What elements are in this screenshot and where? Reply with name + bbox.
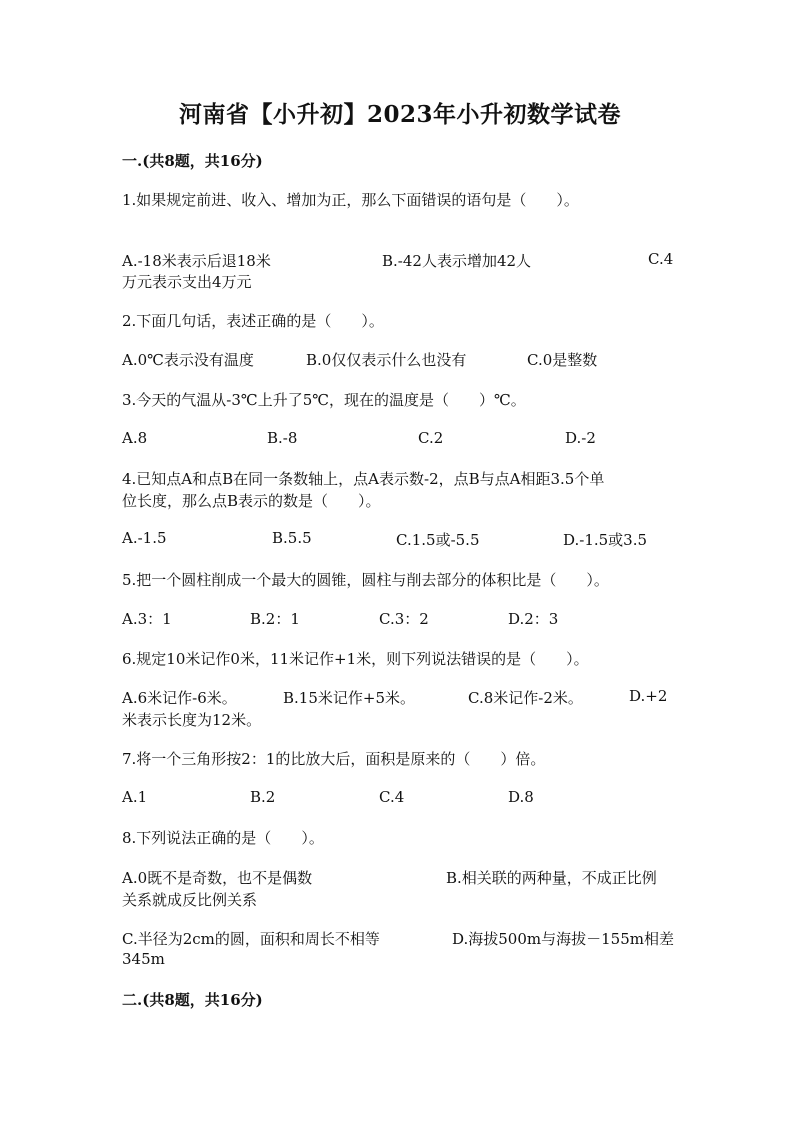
question-6-option-d-continued: 米表示长度为12米。	[122, 711, 262, 729]
question-2-option-c: C.0是整数	[527, 351, 598, 369]
question-8-option-d-continued: 345m	[122, 950, 165, 968]
question-1-stem: 1.如果规定前进、收入、增加为正，那么下面错误的语句是（ ）。	[122, 191, 579, 209]
question-5-option-b: B.2：1	[250, 610, 300, 628]
section-heading-1: 一.(共8题，共16分)	[122, 152, 263, 170]
question-8-option-c: C.半径为2cm的圆，面积和周长不相等	[122, 930, 380, 948]
question-4-stem-line-1: 4.已知点A和点B在同一条数轴上，点A表示数-2，点B与点A相距3.5个单	[122, 470, 605, 488]
question-6-option-d: D.+2	[629, 687, 668, 705]
question-5-stem: 5.把一个圆柱削成一个最大的圆锥，圆柱与削去部分的体积比是（ ）。	[122, 571, 609, 589]
question-1-option-a: A.-18米表示后退18米	[122, 252, 271, 270]
question-2-option-a: A.0℃表示没有温度	[122, 351, 254, 369]
question-4-option-b: B.5.5	[272, 529, 312, 547]
question-6-option-c: C.8米记作-2米。	[468, 689, 583, 707]
question-2-option-b: B.0仅仅表示什么也没有	[306, 351, 467, 369]
question-3-option-c: C.2	[418, 429, 444, 447]
question-3-stem: 3.今天的气温从-3℃上升了5℃，现在的温度是（ ）℃。	[122, 391, 526, 409]
question-7-option-d: D.8	[508, 788, 534, 806]
question-7-option-b: B.2	[250, 788, 276, 806]
question-8-option-b: B.相关联的两种量，不成正比例	[446, 869, 657, 887]
question-6-option-a: A.6米记作-6米。	[122, 689, 237, 707]
question-5-option-a: A.3：1	[122, 610, 172, 628]
section-heading-2: 二.(共8题，共16分)	[122, 991, 263, 1009]
question-1-option-c-continued: 万元表示支出4万元	[122, 273, 252, 291]
question-5-option-d: D.2：3	[508, 610, 559, 628]
question-6-option-b: B.15米记作+5米。	[283, 689, 415, 707]
question-5-option-c: C.3：2	[379, 610, 429, 628]
question-7-stem: 7.将一个三角形按2：1的比放大后，面积是原来的（ ）倍。	[122, 750, 546, 768]
question-1-option-c: C.4	[648, 250, 674, 268]
question-3-option-d: D.-2	[565, 429, 596, 447]
question-7-option-c: C.4	[379, 788, 405, 806]
question-3-option-b: B.-8	[267, 429, 298, 447]
question-7-option-a: A.1	[122, 788, 148, 806]
question-8-option-b-continued: 关系就成反比例关系	[122, 891, 258, 909]
question-2-stem: 2.下面几句话，表述正确的是（ ）。	[122, 312, 384, 330]
question-4-option-c: C.1.5或-5.5	[396, 531, 480, 549]
question-4-option-a: A.-1.5	[122, 529, 167, 547]
question-6-stem: 6.规定10米记作0米，11米记作+1米，则下列说法错误的是（ ）。	[122, 650, 589, 668]
question-8-option-d: D.海拔500m与海拔－155m相差	[452, 930, 674, 948]
question-1-option-b: B.-42人表示增加42人	[382, 252, 532, 270]
page-title: 河南省【小升初】2023年小升初数学试卷	[178, 101, 621, 128]
question-8-stem: 8.下列说法正确的是（ ）。	[122, 829, 324, 847]
question-8-option-a: A.0既不是奇数，也不是偶数	[122, 869, 313, 887]
question-4-stem-line-2: 位长度，那么点B表示的数是（ ）。	[122, 492, 381, 510]
question-3-option-a: A.8	[122, 429, 148, 447]
question-4-option-d: D.-1.5或3.5	[563, 531, 648, 549]
